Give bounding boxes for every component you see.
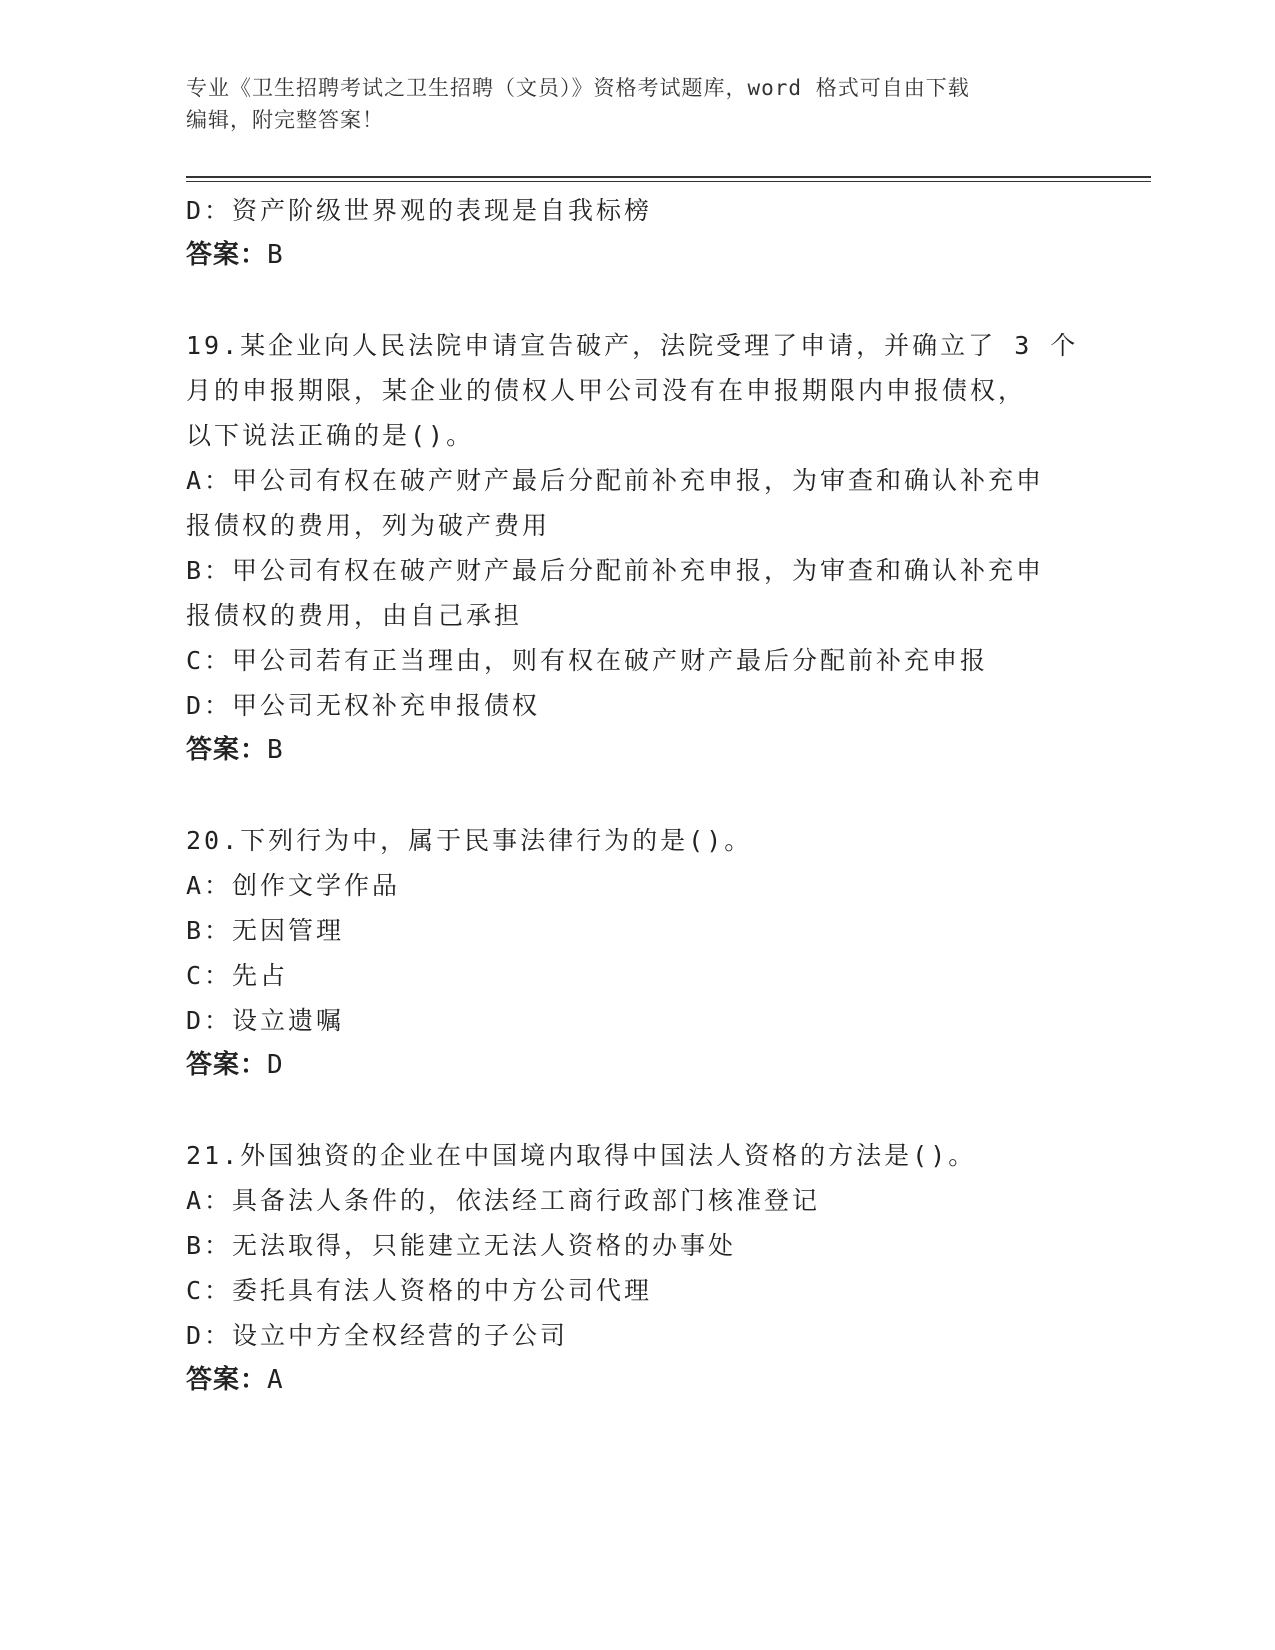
answer-value: B bbox=[267, 735, 284, 765]
option-c: C：委托具有法人资格的中方公司代理 bbox=[186, 1276, 653, 1305]
answer bbox=[186, 1358, 1086, 1403]
spacer bbox=[186, 1088, 1086, 1133]
question-content bbox=[186, 188, 1086, 1403]
option-b-continued: 报债权的费用，由自己承担 bbox=[186, 601, 523, 630]
option-c: C：甲公司若有正当理由，则有权在破产财产最后分配前补充申报 bbox=[186, 646, 989, 675]
question-20 bbox=[186, 818, 1086, 1088]
question-stem-line: 20.下列行为中，属于民事法律行为的是()。 bbox=[186, 826, 753, 855]
option-a: A：创作文学作品 bbox=[186, 871, 401, 900]
header-line-1: 专业《卫生招聘考试之卫生招聘（文员）》资格考试题库，word 格式可自由下载 bbox=[186, 76, 970, 100]
option-d: D：设立中方全权经营的子公司 bbox=[186, 1321, 569, 1350]
option-d: D：设立遗嘱 bbox=[186, 1006, 345, 1035]
question-stem-line: 21.外国独资的企业在中国境内取得中国法人资格的方法是()。 bbox=[186, 1141, 977, 1170]
question-stem-line: 19.某企业向人民法院申请宣告破产，法院受理了申请，并确立了 3 个 bbox=[186, 331, 1079, 360]
answer bbox=[186, 728, 1086, 773]
option-b: B：无法取得，只能建立无法人资格的办事处 bbox=[186, 1231, 737, 1260]
question-stem-line: 以下说法正确的是()。 bbox=[186, 421, 475, 450]
header-line-2: 编辑，附完整答案！ bbox=[186, 108, 384, 132]
question-21 bbox=[186, 1133, 1086, 1403]
option-c: C：先占 bbox=[186, 961, 289, 990]
option-a: A：甲公司有权在破产财产最后分配前补充申报，为审查和确认补充申 bbox=[186, 466, 1045, 495]
answer-label: 答案： bbox=[186, 1050, 268, 1080]
page-header bbox=[186, 72, 1066, 136]
spacer bbox=[186, 773, 1086, 818]
prev-option-d: D：资产阶级世界观的表现是自我标榜 bbox=[186, 196, 653, 225]
question-stem-line: 月的申报期限，某企业的债权人甲公司没有在申报期限内申报债权， bbox=[186, 376, 1027, 405]
header-divider-thick bbox=[186, 176, 1151, 178]
option-a-continued: 报债权的费用，列为破产费用 bbox=[186, 511, 551, 540]
answer-value: A bbox=[267, 1365, 284, 1395]
answer bbox=[186, 1043, 1086, 1088]
spacer bbox=[186, 278, 1086, 323]
option-d: D：甲公司无权补充申报债权 bbox=[186, 691, 541, 720]
prev-answer bbox=[186, 233, 1086, 278]
answer-label: 答案： bbox=[186, 735, 268, 765]
answer-label: 答案： bbox=[186, 240, 268, 270]
header-divider-thin bbox=[186, 181, 1151, 182]
answer-label: 答案： bbox=[186, 1365, 268, 1395]
question-19 bbox=[186, 323, 1086, 773]
option-a: A：具备法人条件的，依法经工商行政部门核准登记 bbox=[186, 1186, 821, 1215]
answer-value: D bbox=[267, 1050, 284, 1080]
option-b: B：无因管理 bbox=[186, 916, 345, 945]
answer-value: B bbox=[267, 240, 284, 270]
option-b: B：甲公司有权在破产财产最后分配前补充申报，为审查和确认补充申 bbox=[186, 556, 1045, 585]
